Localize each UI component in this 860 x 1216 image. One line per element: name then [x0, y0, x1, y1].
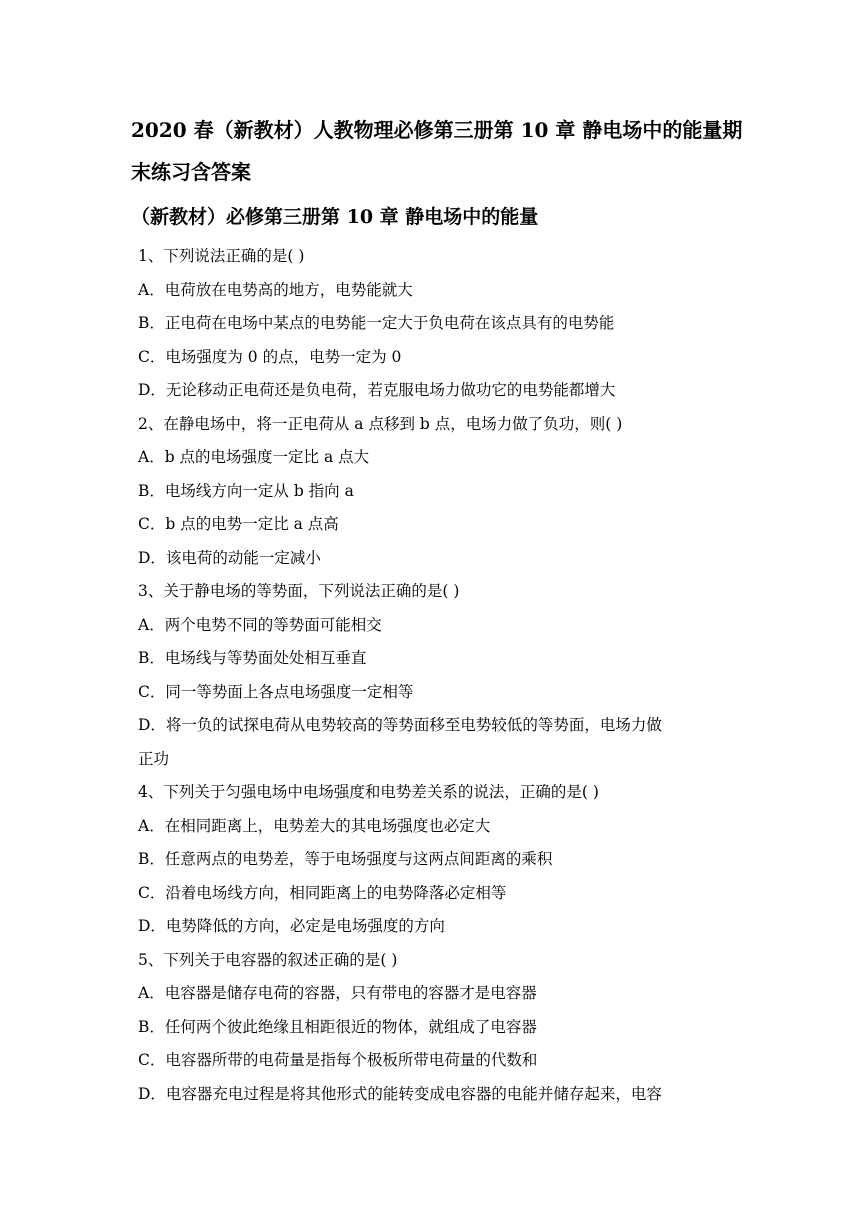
question-5-option-a: A．电容器是储存电荷的容器，只有带电的容器才是电容器 [138, 984, 537, 1002]
question-3-option-d-continued: 正功 [138, 749, 170, 768]
question-1-option-b: B．正电荷在电场中某点的电势能一定大于负电荷在该点具有的电势能 [138, 314, 615, 332]
document-title-line-1: 2020 春（新教材）人教物理必修第三册第 10 章 静电场中的能量期 [131, 118, 743, 142]
question-5-option-d: D．电容器充电过程是将其他形式的能转变成电容器的电能并储存起来，电容 [138, 1084, 662, 1103]
question-1-option-d: D．无论移动正电荷还是负电荷，若克服电场力做功它的电势能都增大 [138, 381, 616, 399]
question-3-option-a: A．两个电势不同的等势面可能相交 [138, 615, 382, 634]
question-5-option-c: C．电容器所带的电荷量是指每个极板所带电荷量的代数和 [138, 1051, 538, 1069]
question-2-option-d: D．该电荷的动能一定减小 [138, 548, 321, 567]
question-1-option-a: A．电荷放在电势高的地方，电势能就大 [138, 280, 413, 299]
question-4-stem: 4、下列关于匀强电场中电场强度和电势差关系的说法，正确的是( ) [138, 783, 599, 801]
question-3-option-d: D．将一负的试探电荷从电势较高的等势面移至电势较低的等势面，电场力做 [138, 716, 662, 734]
question-2-option-b: B．电场线方向一定从 b 指向 a [138, 481, 354, 500]
question-5-stem: 5、下列关于电容器的叙述正确的是( ) [138, 950, 398, 969]
question-1-stem: 1、下列说法正确的是( ) [138, 247, 305, 265]
question-4-option-d: D．电势降低的方向，必定是电场强度的方向 [138, 917, 445, 935]
question-3-option-c: C．同一等势面上各点电场强度一定相等 [138, 682, 414, 701]
question-4-option-b: B．任意两点的电势差，等于电场强度与这两点间距离的乘积 [138, 850, 553, 868]
question-4-option-a: A．在相同距离上，电势差大的其电场强度也必定大 [138, 816, 491, 835]
question-2-option-a: A．b 点的电场强度一定比 a 点大 [138, 448, 370, 466]
question-2-option-c: C．b 点的电势一定比 a 点高 [138, 515, 339, 533]
question-3-stem: 3、关于静电场的等势面，下列说法正确的是( ) [138, 582, 460, 600]
question-5-option-b: B．任何两个彼此绝缘且相距很近的物体，就组成了电容器 [138, 1017, 537, 1036]
question-3-option-b: B．电场线与等势面处处相互垂直 [138, 649, 367, 667]
question-body [138, 240, 738, 1111]
document-title-line-2: 末练习含答案 [131, 160, 251, 184]
question-2-stem: 2、在静电场中，将一正电荷从 a 点移到 b 点，电场力做了负功，则( ) [138, 414, 623, 433]
section-heading: （新教材）必修第三册第 10 章 静电场中的能量 [131, 206, 539, 228]
question-4-option-c: C．沿着电场线方向，相同距离上的电势降落必定相等 [138, 883, 507, 902]
question-1-option-c: C．电场强度为 0 的点，电势一定为 0 [138, 347, 402, 366]
